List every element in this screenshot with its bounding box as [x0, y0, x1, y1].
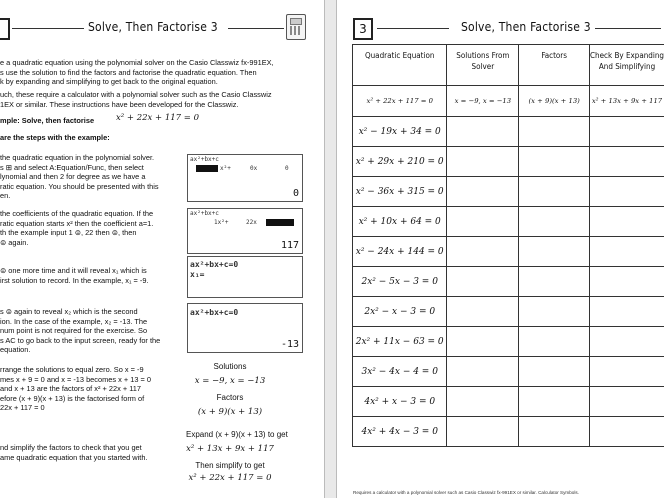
factors-cell[interactable] [519, 387, 590, 417]
example-equation: x² + 22x + 117 = 0 [116, 113, 200, 123]
table-row [353, 147, 664, 177]
factors-cell[interactable] [519, 267, 590, 297]
factors-cell[interactable] [519, 297, 590, 327]
factors-cell[interactable] [519, 357, 590, 387]
solutions-label: Solutions [213, 362, 247, 371]
step-2-text: the coefficients of the quadratic equation. If the ratic equation starts x² then the coefficient a=1. th the example input 1 ⊜, 22 then ⊜, then ⊜ again. [0, 209, 154, 247]
intro-text: e a quadratic equation using the polynomial solver on the Casio Classwiz fx-991EX, s use the solution to find the factors and factorise the quadratic equation. Then k by expanding and simplifying to get back to the original equation. [0, 58, 274, 86]
table-row [353, 237, 664, 267]
calculator-note: uch, these require a calculator with a polynomial solver such as the Casio Classwiz 1EX or similar. These instructions have been developed for the Classwiz. [0, 90, 272, 109]
check-cell[interactable] [590, 267, 664, 297]
table-row [353, 207, 664, 237]
simplify-value: x² + 22x + 117 = 0 [188, 473, 272, 483]
header-quadratic-equation: Quadratic Equation [353, 45, 447, 86]
title-rule [595, 28, 661, 29]
page-number-box [0, 18, 10, 40]
check-cell[interactable] [590, 357, 664, 387]
solutions-cell[interactable] [447, 267, 519, 297]
check-cell[interactable] [590, 297, 664, 327]
equation-cell: 2x² − x − 3 = 0 [353, 297, 447, 327]
factors-cell[interactable] [519, 177, 590, 207]
equation-cell: x² + 29x + 210 = 0 [353, 147, 447, 177]
equation-cell: x² − 19x + 34 = 0 [353, 117, 447, 147]
example-label: mple: Solve, then factorise [0, 116, 95, 125]
factors-cell[interactable] [519, 147, 590, 177]
expand-value: x² + 13x + 9x + 117 [186, 444, 274, 454]
table-row [353, 417, 664, 447]
solutions-cell[interactable] [447, 417, 519, 447]
equation-cell: 4x² + 4x − 3 = 0 [353, 417, 447, 447]
factors-label: Factors [216, 393, 244, 402]
solutions-cell[interactable] [447, 117, 519, 147]
solve-factorise-table [352, 44, 664, 447]
solutions-cell[interactable] [447, 147, 519, 177]
factors-cell[interactable] [519, 327, 590, 357]
table-row [353, 327, 664, 357]
equation-cell: 2x² − 5x − 3 = 0 [353, 267, 447, 297]
table-row [353, 297, 664, 327]
solutions-cell[interactable] [447, 237, 519, 267]
solutions-cell[interactable] [447, 297, 519, 327]
title-rule [12, 28, 84, 29]
table-header-row [353, 45, 664, 86]
table-row [353, 177, 664, 207]
factors-cell[interactable] [519, 207, 590, 237]
factors-cell[interactable] [519, 417, 590, 447]
header-factors: Factors [519, 45, 590, 86]
check-cell[interactable] [590, 177, 664, 207]
right-page [336, 0, 664, 498]
factors-value: (x + 9)(x + 13) [197, 407, 263, 417]
solutions-cell[interactable] [447, 177, 519, 207]
page-title: Solve, Then Factorise 3 [88, 20, 218, 34]
equation-cell: 2x² + 11x − 63 = 0 [353, 327, 447, 357]
solutions-cell[interactable] [447, 357, 519, 387]
table-row [353, 357, 664, 387]
calculator-screen-4: ax²+bx+c=0 -13 [187, 303, 303, 353]
calculator-screen-1: ax²+bx+c x²+ 0x 0 0 [187, 154, 303, 202]
check-cell[interactable] [590, 147, 664, 177]
solutions-cell: x = −9, x = −13 [447, 86, 519, 117]
equation-cell: x² + 22x + 117 = 0 [353, 86, 447, 117]
step-5-text: rrange the solutions to equal zero. So x = -9 mes x + 9 = 0 and x = -13 becomes x + 13 = 0 and x + 13 are the factors of x² + 22x + 117 efore (x + 9)(x + 13) is the factorised form of 22x + 117 = 0 [0, 365, 151, 412]
solutions-cell[interactable] [447, 207, 519, 237]
simplify-label: Then simplify to get [195, 461, 265, 470]
left-page [0, 0, 325, 498]
calculator-icon [286, 14, 306, 40]
solutions-cell[interactable] [447, 387, 519, 417]
factors-cell[interactable] [519, 117, 590, 147]
check-cell[interactable] [590, 117, 664, 147]
check-cell: x² + 13x + 9x + 117 [590, 86, 664, 117]
header-solutions: Solutions From Solver [447, 45, 519, 86]
step-6-text: nd simplify the factors to check that you get ame quadratic equation that you started with. [0, 443, 148, 462]
calculator-screen-2: ax²+bx+c 1x²+ 22x 117 [187, 208, 303, 254]
check-cell[interactable] [590, 387, 664, 417]
equation-cell: 4x² + x − 3 = 0 [353, 387, 447, 417]
expand-label: Expand (x + 9)(x + 13) to get [186, 430, 288, 439]
title-rule [377, 28, 449, 29]
page-title: Solve, Then Factorise 3 [461, 20, 591, 34]
calculator-screen-3: ax²+bx+c=0 x₁= [187, 256, 303, 298]
header-check: Check By Expanding And Simplifying [590, 45, 664, 86]
equation-cell: 3x² − 4x − 4 = 0 [353, 357, 447, 387]
table-row [353, 86, 664, 117]
check-cell[interactable] [590, 417, 664, 447]
factors-cell[interactable] [519, 237, 590, 267]
step-3-text: ⊜ one more time and it will reveal x₁ which is irst solution to record. In the example, x₁ = -9. [0, 266, 149, 285]
equation-cell: x² + 10x + 64 = 0 [353, 207, 447, 237]
factors-cell: (x + 9)(x + 13) [519, 86, 590, 117]
title-rule [228, 28, 284, 29]
equation-cell: x² − 36x + 315 = 0 [353, 177, 447, 207]
table-row [353, 387, 664, 417]
table-row [353, 267, 664, 297]
step-1-text: the quadratic equation in the polynomial solver. s ⊞ and select A:Equation/Func, then select lynomial and then 2 for degree as we have a ratic equation. You should be presented with this en. [0, 153, 159, 200]
table-row [353, 117, 664, 147]
equation-cell: x² − 24x + 144 = 0 [353, 237, 447, 267]
check-cell[interactable] [590, 327, 664, 357]
footer-note: Requires a calculator with a polynomial solver such as Casio Classwiz fx-991EX or similar. Calculator Symbols. [353, 490, 579, 495]
solutions-value: x = −9, x = −13 [194, 376, 266, 386]
solutions-cell[interactable] [447, 327, 519, 357]
step-4-text: s ⊜ again to reveal x₂ which is the second ion. In the case of the example, x₂ = -13. The num point is not required for the exercise. So s AC to go back to the input screen, ready for the equation. [0, 307, 161, 354]
page-number-box: 3 [353, 18, 373, 40]
check-cell[interactable] [590, 237, 664, 267]
steps-heading: are the steps with the example: [0, 133, 110, 142]
check-cell[interactable] [590, 207, 664, 237]
